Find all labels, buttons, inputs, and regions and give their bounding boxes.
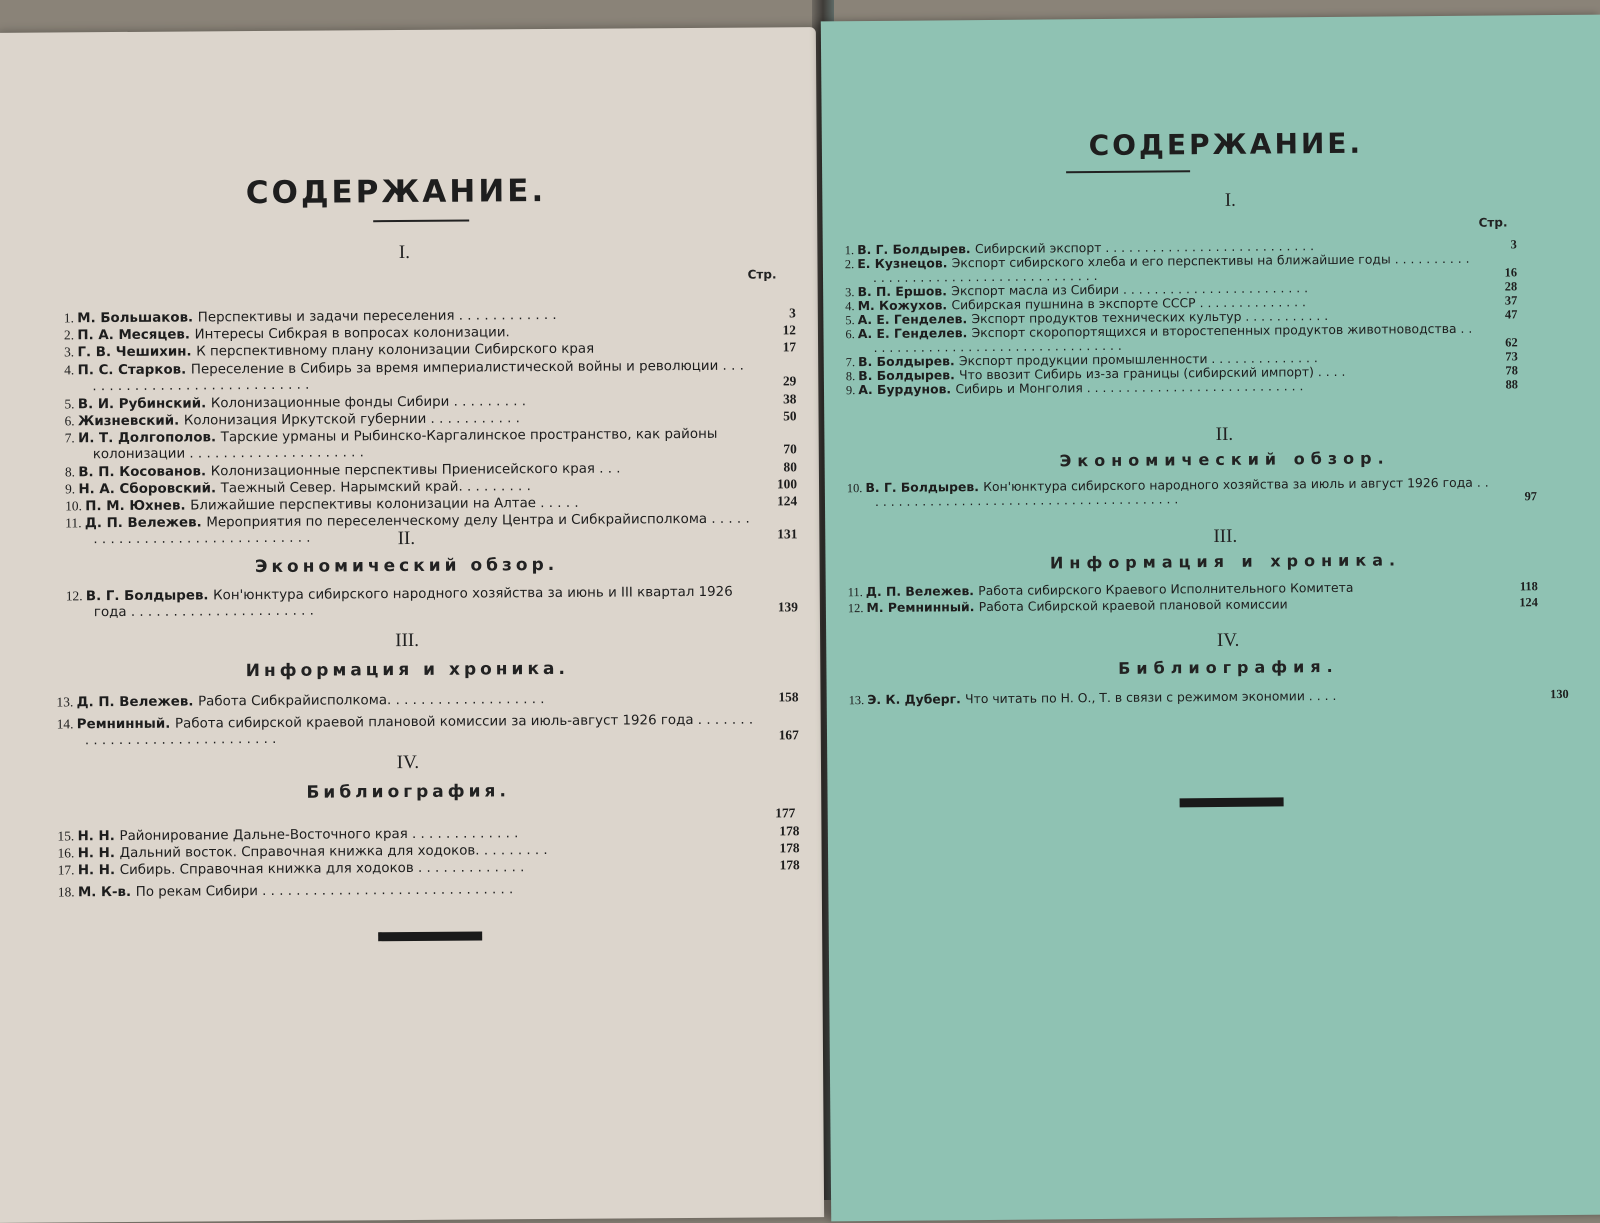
toc-entry-page: 78: [1505, 363, 1518, 378]
toc-entry-author: М. Большаков.: [77, 310, 198, 327]
toc-entry-title: Таежный Север. Нарымский край. . . . . . . . .: [220, 479, 531, 497]
toc-entry-number: 12.: [65, 588, 86, 604]
right-section-3-number: III.: [1213, 525, 1238, 548]
toc-entry-author: В. Болдырев.: [858, 353, 960, 370]
toc-entry-author: П. А. Месяцев.: [77, 327, 195, 344]
toc-entry-page: 118: [1519, 579, 1538, 594]
toc-entry-number: 11.: [65, 515, 85, 531]
left-end-ornament: [378, 931, 482, 941]
toc-entry-number: 7.: [64, 430, 79, 446]
toc-entry-page: 130: [1550, 686, 1569, 702]
toc-entry: [65, 425, 797, 462]
toc-entry-author: Д. П. Вележев.: [84, 515, 207, 532]
right-section-4-title: Библиография.: [1118, 656, 1339, 678]
toc-entry-title: Работа Сибирской краевой плановой комиссии: [978, 596, 1288, 615]
right-section-2-title: Экономический обзор.: [1059, 448, 1390, 471]
toc-entry-author: Н. А. Сборовский.: [78, 481, 221, 498]
left-section-3-number: III.: [395, 629, 420, 652]
toc-entry-author: В. И. Рубинский.: [77, 396, 211, 413]
left-section-4-number: IV.: [396, 751, 420, 774]
toc-entry-page: 139: [777, 599, 798, 615]
toc-entry-number: 15.: [57, 828, 78, 844]
left-bibliography-page-number: 177: [775, 805, 796, 821]
toc-entry-page: 50: [783, 408, 797, 424]
toc-entry-number: 7.: [845, 355, 859, 370]
toc-entry-page: 97: [1524, 489, 1538, 504]
toc-entry-title: Экспорт масла из Сибири . . . . . . . . . . . . . . . . . . . . . . . .: [951, 280, 1309, 299]
right-contents-page: [821, 15, 1600, 1222]
right-section-1-number: I.: [1224, 189, 1236, 211]
toc-entry-page: 12: [782, 322, 797, 338]
left-section-1-number: I.: [398, 241, 411, 264]
left-title-rule: [373, 220, 469, 223]
toc-entry-page: 29: [782, 373, 797, 389]
toc-entry-page: 62: [1505, 335, 1518, 350]
toc-entry-title: Что ввозит Сибирь из-за границы (сибирский импорт) . . . .: [959, 363, 1346, 383]
toc-entry-author: А. Бурдунов.: [858, 381, 956, 398]
toc-entry-page: 124: [1519, 595, 1538, 610]
right-title-rule: [1066, 170, 1190, 173]
toc-entry-title: Сибирский экспорт . . . . . . . . . . . . . . . . . . . . . . . . . . .: [974, 238, 1315, 257]
toc-entry-title: Колонизационные перспективы Приенисейского края . . .: [210, 461, 621, 480]
toc-entry-title: Что читать по Н. О., Т. в связи с режимом экономии . . . .: [965, 687, 1337, 707]
toc-entry-author: Д. П. Вележев.: [76, 694, 199, 711]
toc-entry-author: В. П. Ершов.: [857, 283, 952, 300]
toc-entry-page: 3: [789, 305, 796, 321]
toc-entry-title: Переселение в Сибирь за время империалистической войны и революции . . . . . . . . . . . . . . . . . . . . . . . . . . . . .: [92, 358, 744, 395]
toc-entry-number: 4.: [64, 362, 78, 378]
toc-entry-page: 16: [1504, 265, 1518, 280]
toc-entry-author: М. Кожухов.: [857, 297, 952, 314]
left-page-column-header: Стр.: [747, 267, 777, 282]
toc-entry-title: Сибирь и Монголия . . . . . . . . . . . . . . . . . . . . . . . . . . . .: [955, 378, 1304, 397]
toc-entry-page: 47: [1504, 307, 1518, 322]
toc-entry-title: Колонизационные фонды Сибири . . . . . . . . .: [210, 394, 527, 412]
toc-entry-page: 158: [778, 689, 799, 705]
toc-entry-number: 2.: [63, 327, 78, 343]
toc-entry-page: 131: [777, 526, 798, 542]
toc-entry: [849, 687, 1569, 707]
toc-entry-author: В. Болдырев.: [858, 367, 960, 384]
toc-entry-page: 178: [779, 857, 800, 873]
toc-entry-number: 10.: [846, 481, 866, 496]
toc-entry-page: 178: [779, 840, 800, 856]
toc-entry-number: 10.: [65, 498, 86, 514]
toc-entry-page: 37: [1504, 293, 1518, 308]
toc-entry-number: 4.: [845, 299, 858, 314]
toc-entry-number: 5.: [64, 396, 78, 412]
toc-entry-author: А. Е. Генделев.: [857, 325, 972, 342]
toc-entry-author: Е. Кузнецов.: [857, 255, 952, 272]
toc-entry-title: Кон'юнктура сибирского народного хозяйства за июль и август 1926 года . . . . . . . . . . . . . . . . . . . . . . . . . . . . . . . . . . . . . . . . .: [874, 474, 1489, 509]
toc-entry-title: Ближайшие перспективы колонизации на Алтае . . . . .: [190, 495, 579, 514]
toc-entry: [58, 879, 800, 900]
toc-entry-page: 3: [1510, 237, 1517, 252]
left-page-title: СОДЕРЖАНИЕ.: [245, 173, 547, 212]
toc-entry-title: Экспорт продукции промышленности . . . . . . . . . . . . . .: [958, 350, 1318, 369]
toc-entry-page: 70: [783, 441, 797, 457]
toc-entry-author: В. Г. Болдырев.: [865, 479, 984, 496]
toc-entry-author: Ремнинный.: [76, 716, 176, 733]
toc-entry-page: 28: [1504, 279, 1518, 294]
toc-entry-author: В. Г. Болдырев.: [857, 241, 975, 258]
toc-entry: [64, 357, 796, 394]
toc-entry-author: Э. К. Дуберг.: [867, 691, 966, 708]
right-end-ornament: [1180, 797, 1284, 807]
toc-entry-number: 6.: [845, 327, 858, 342]
toc-entry-number: 2.: [844, 257, 858, 272]
right-page-title: СОДЕРЖАНИЕ.: [1088, 126, 1364, 163]
toc-entry-author: Н. Н.: [77, 863, 120, 879]
toc-entry: [66, 583, 798, 620]
toc-entry-page: 17: [782, 339, 797, 355]
toc-entry-number: 5.: [845, 313, 858, 328]
toc-entry-title: Дальний восток. Справочная книжка для ходоков. . . . . . . . .: [119, 843, 548, 862]
toc-entry-number: 13.: [56, 694, 77, 710]
toc-entry-title: Экспорт продуктов технических культур . . . . . . . . . . .: [971, 308, 1329, 327]
toc-entry-number: 6.: [64, 413, 79, 429]
toc-entry-title: Экспорт скоропортящихся и второстепенных продуктов животноводства . . . . . . . . . . . . . . . . . . . . . . . . . . . . . . . . . .: [873, 320, 1473, 355]
right-section-4-number: IV.: [1216, 629, 1240, 651]
toc-entry-number: 8.: [845, 369, 859, 384]
toc-entry-number: 1.: [844, 243, 858, 258]
right-section-3-title: Информация и хроника.: [1049, 550, 1402, 573]
toc-entry-number: 13.: [848, 693, 868, 708]
toc-entry-title: Колонизация Иркутской губернии . . . . . . . . . . .: [183, 411, 520, 429]
toc-entry-page: 100: [776, 476, 798, 492]
toc-entry-title: Интересы Сибкрая в вопросах колонизации.: [194, 325, 510, 343]
toc-entry-page: 38: [782, 391, 797, 407]
toc-entry-title: Тарские урманы и Рыбинско-Каргалинское пространство, как районы колонизации . . . . . . . . . . . . . . . . . . . . .: [92, 426, 718, 463]
toc-entry-title: Экспорт сибирского хлеба и его перспективы на ближайшие годы . . . . . . . . . . . . . . . . . . . . . . . . . . . . . . . . . . . . . . .: [872, 250, 1470, 285]
toc-entry-author: Н. Н.: [77, 846, 120, 862]
toc-entry-title: Сибирская пушнина в экспорте СССР . . . . . . . . . . . . . .: [951, 294, 1306, 313]
toc-entry-title: Перспективы и задачи переселения . . . . . . . . . . . .: [197, 307, 557, 326]
toc-entry-title: Мероприятия по переселенческому делу Центра и Сибкрайисполкома . . . . . . . . . . . . . . . . . . . . . . . . . . . . . . .: [93, 511, 750, 548]
toc-entry-page: 124: [776, 493, 798, 509]
toc-entry-author: М. К-в.: [77, 884, 136, 901]
right-section-2-number: II.: [1215, 423, 1234, 445]
toc-entry-number: 18.: [57, 884, 79, 900]
toc-entry-page: 167: [778, 727, 799, 743]
toc-entry-author: М. Ремнинный.: [866, 599, 979, 616]
toc-entry-number: 17.: [57, 862, 78, 878]
left-section-2-title: Экономический обзор.: [254, 554, 559, 578]
toc-entry-title: Работа Сибкрайисполкома. . . . . . . . . . . . . . . . . . .: [198, 692, 545, 710]
toc-entry-author: П. С. Старков.: [77, 362, 191, 379]
toc-entry-author: И. Т. Долгополов.: [78, 430, 221, 447]
toc-entry-title: Работа сибирского Краевого Исполнительного Комитета: [978, 579, 1354, 599]
toc-entry-title: Работа сибирской краевой плановой комиссии за июль-август 1926 года . . . . . . . . . . . . . . . . . . . . . . . . . . . . . .: [84, 712, 754, 749]
left-section-3-title: Информация и хроника.: [245, 658, 569, 682]
toc-entry-author: Жизневский.: [77, 413, 184, 430]
toc-entry-number: 1.: [63, 310, 78, 326]
toc-entry-number: 16.: [57, 845, 78, 861]
toc-entry: [56, 689, 798, 710]
toc-entry-title: Кон'юнктура сибирского народного хозяйства за июнь и III квартал 1926 года . . . . . . . . . . . . . . . . . . . . . .: [93, 584, 733, 621]
toc-entry-number: 8.: [64, 464, 79, 480]
left-section-2-number: II.: [397, 527, 416, 550]
toc-entry-page: 73: [1505, 349, 1518, 364]
toc-entry: [57, 711, 799, 748]
toc-entry-title: Сибирь. Справочная книжка для ходоков . . . . . . . . . . . . .: [119, 860, 525, 879]
toc-entry-author: Д. П. Вележев.: [865, 583, 979, 600]
left-section-4-title: Библиография.: [306, 781, 510, 803]
toc-entry-number: 12.: [847, 601, 867, 616]
toc-entry-title: По рекам Сибири . . . . . . . . . . . . . . . . . . . . . . . . . . . . . .: [135, 882, 514, 900]
toc-entry-number: 3.: [64, 344, 78, 360]
toc-entry-page: 178: [779, 823, 800, 839]
toc-entry-number: 11.: [847, 585, 866, 600]
toc-entry: [847, 475, 1537, 509]
toc-entry-author: В. П. Косованов.: [78, 464, 211, 481]
toc-entry-number: 9.: [64, 481, 79, 497]
toc-entry-author: Г. В. Чешихин.: [77, 344, 197, 361]
toc-entry-author: П. М. Юхнев.: [85, 498, 191, 515]
left-contents-page: [0, 27, 824, 1223]
toc-entry-number: 9.: [845, 383, 859, 398]
toc-entry-author: В. Г. Болдырев.: [85, 588, 214, 605]
toc-entry-title: К перспективному плану колонизации Сибирского края: [196, 341, 595, 360]
toc-entry-author: А. Е. Генделев.: [857, 311, 972, 328]
toc-entry-title: Районирование Дальне-Восточного края . . . . . . . . . . . . .: [119, 826, 519, 845]
toc-entry-page: 80: [783, 459, 797, 475]
toc-entry-author: Н. Н.: [77, 829, 120, 845]
right-page-column-header: Стр.: [1478, 215, 1508, 230]
toc-entry-page: 88: [1505, 377, 1519, 392]
toc-entry-number: 14.: [56, 716, 77, 732]
toc-entry-number: 3.: [845, 285, 858, 300]
